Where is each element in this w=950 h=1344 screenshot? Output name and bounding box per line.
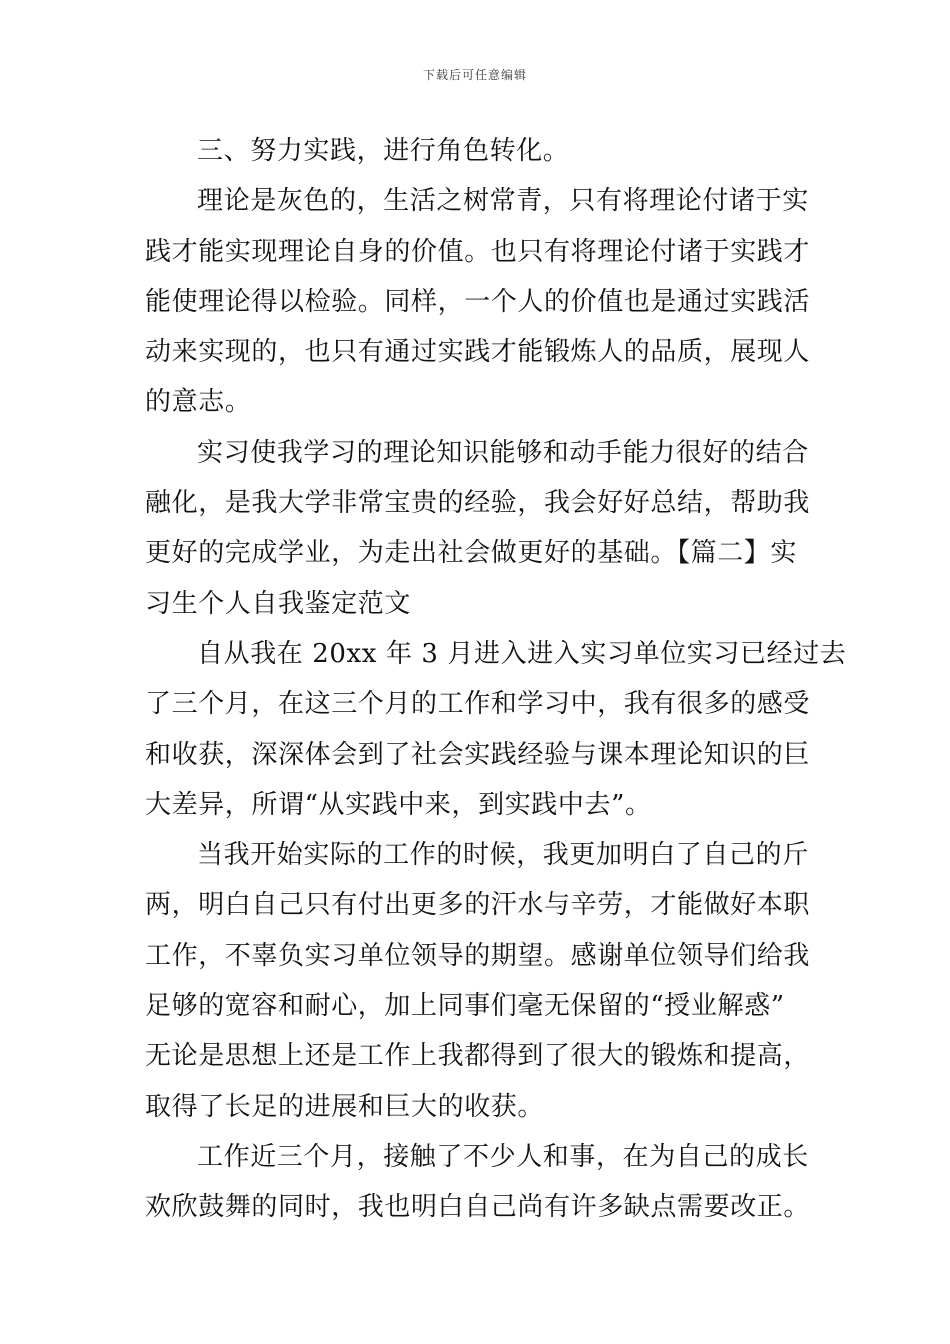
text-line: 取得了长足的进展和巨大的收获。 <box>145 1091 545 1122</box>
text-line: 融化，是我大学非常宝贵的经验，我会好好总结，帮助我 <box>145 488 811 519</box>
text-line: 两，明白自己只有付出更多的汗水与辛劳，才能做好本职 <box>145 890 811 921</box>
text-line: 三、努力实践，进行角色转化。 <box>197 136 570 166</box>
text-line: 欢欣鼓舞的同时，我也明白自己尚有许多缺点需要改正。 <box>145 1192 811 1223</box>
text-line: 更好的完成学业，为走出社会做更好的基础。【篇二】实 <box>145 538 798 569</box>
text-line: 动来实现的，也只有通过实践才能锻炼人的品质，展现人 <box>145 337 811 368</box>
text-line: 无论是思想上还是工作上我都得到了很大的锻炼和提高， <box>145 1041 811 1072</box>
text-line: 理论是灰色的，生活之树常青，只有将理论付诸于实 <box>197 186 809 217</box>
text-line: 习生个人自我鉴定范文 <box>145 588 412 619</box>
text-line: 践才能实现理论自身的价值。也只有将理论付诸于实践才 <box>145 236 811 267</box>
text-line: 足够的宽容和耐心，加上同事们毫无保留的“授业解惑” <box>145 991 785 1022</box>
text-line: 和收获，深深体会到了社会实践经验与课本理论知识的巨 <box>145 739 811 770</box>
text-line: 了三个月，在这三个月的工作和学习中，我有很多的感受 <box>145 689 811 720</box>
text-line: 实习使我学习的理论知识能够和动手能力很好的结合 <box>197 437 809 468</box>
text-line: 当我开始实际的工作的时候，我更加明白了自己的斤 <box>197 840 809 871</box>
text-line: 工作近三个月，接触了不少人和事，在为自己的成长 <box>197 1141 809 1172</box>
text-line: 大差异，所谓“从实践中来，到实践中去”。 <box>145 789 652 820</box>
text-line: 的意志。 <box>145 387 252 418</box>
text-line: 能使理论得以检验。同样，一个人的价值也是通过实践活 <box>145 286 811 317</box>
body-text <box>145 126 847 1233</box>
text-line: 工作，不辜负实习单位领导的期望。感谢单位领导们给我 <box>145 940 811 971</box>
text-line: 自从我在 20xx 年 3 月进入进入实习单位实习已经过去 <box>197 638 847 669</box>
page-header: 下载后可任意编辑 <box>422 68 527 82</box>
